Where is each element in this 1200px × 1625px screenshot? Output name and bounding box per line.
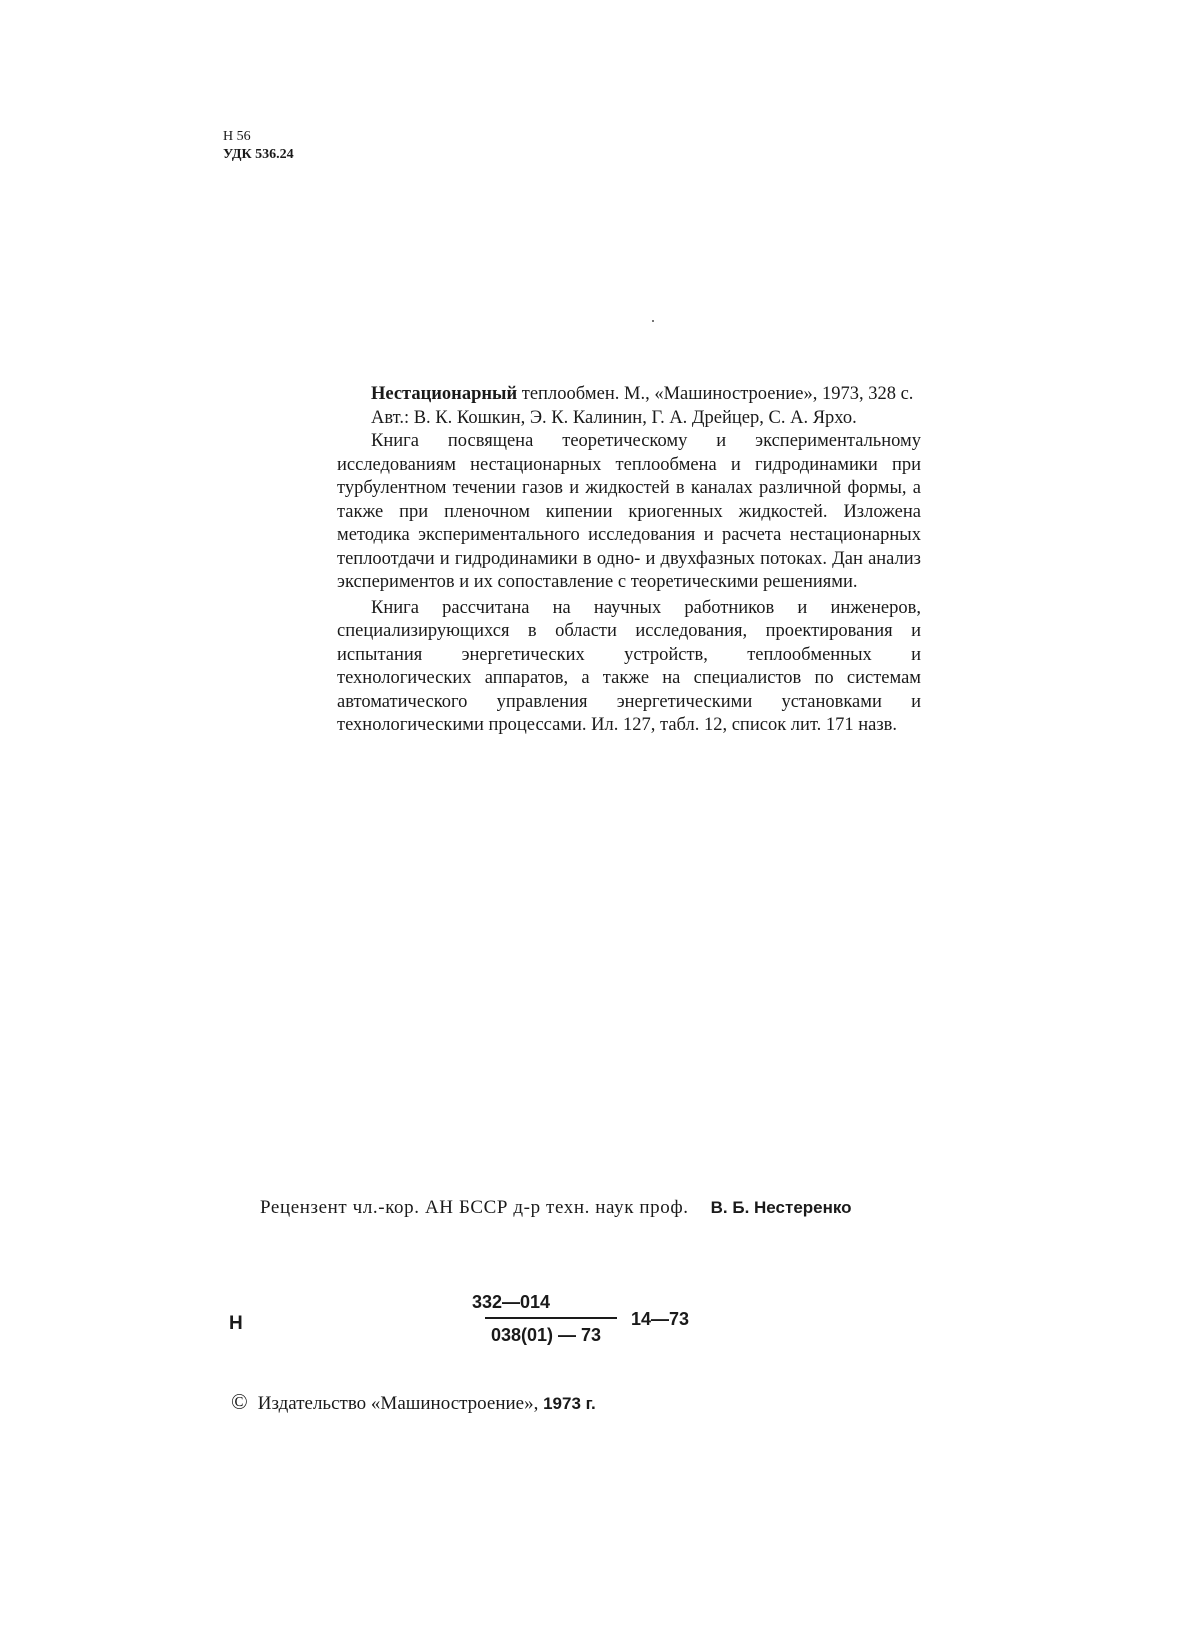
audience-paragraph: Книга рассчитана на научных работников и инженеров, специализирующихся в области исследования, проектирования и испытания энергетических устройств, теплообменных и технологических аппаратов, а также на специалистов по системам автоматического управления энергетическими установками и технологическими процессами. Ил. 127, табл. 12, список лит. 171 назв. [337, 597, 921, 735]
scan-speck [652, 320, 654, 322]
bibliographic-entry [337, 383, 921, 407]
classification-codes [223, 128, 294, 164]
index-numerator: 332—014 [471, 1292, 551, 1312]
reviewer-name: В. Б. Нестеренко [710, 1198, 852, 1217]
index-suffix: 14—73 [631, 1309, 690, 1329]
copyright-icon: © [231, 1389, 248, 1414]
bibliographic-details: теплообмен. М., «Машиностроение», 1973, 328 с. [521, 384, 914, 404]
copyright-line [231, 1390, 596, 1416]
copyright-year: 1973 г. [543, 1394, 596, 1413]
udk-code: УДК 536.24 [223, 147, 294, 162]
index-denominator: 038(01) — 73 [491, 1325, 602, 1345]
publication-index-code [229, 1292, 690, 1362]
summary-paragraph: Книга посвящена теоретическому и экспериментальному исследованиям нестационарных теплообмена и гидродинамики при турбулентном течении газов и жидкостей в каналах различной формы, а также при пленочном кипении криогенных жидкостей. Изложена методика экспериментального исследования и расчета нестационарных теплоотдачи и гидродинамики в одно- и двухфазных потоках. Дан анализ экспериментов и их сопоставление с теоретическими решениями. [337, 431, 921, 592]
authors-line: Авт.: В. К. Кошкин, Э. К. Калинин, Г. А. Дрейцер, С. А. Ярхо. [371, 407, 857, 428]
book-title-word: Нестационарный [371, 384, 518, 404]
reviewer-line [260, 1196, 1020, 1220]
reviewer-role: Рецензент чл.-кор. АН БССР д-р техн. наук проф. [260, 1197, 689, 1218]
index-letter: Н [229, 1313, 243, 1334]
book-annotation [337, 383, 921, 738]
bbk-index: Н 56 [223, 129, 251, 144]
fraction-bar [485, 1317, 617, 1319]
copyright-publisher: Издательство «Машиностроение», [257, 1393, 539, 1414]
